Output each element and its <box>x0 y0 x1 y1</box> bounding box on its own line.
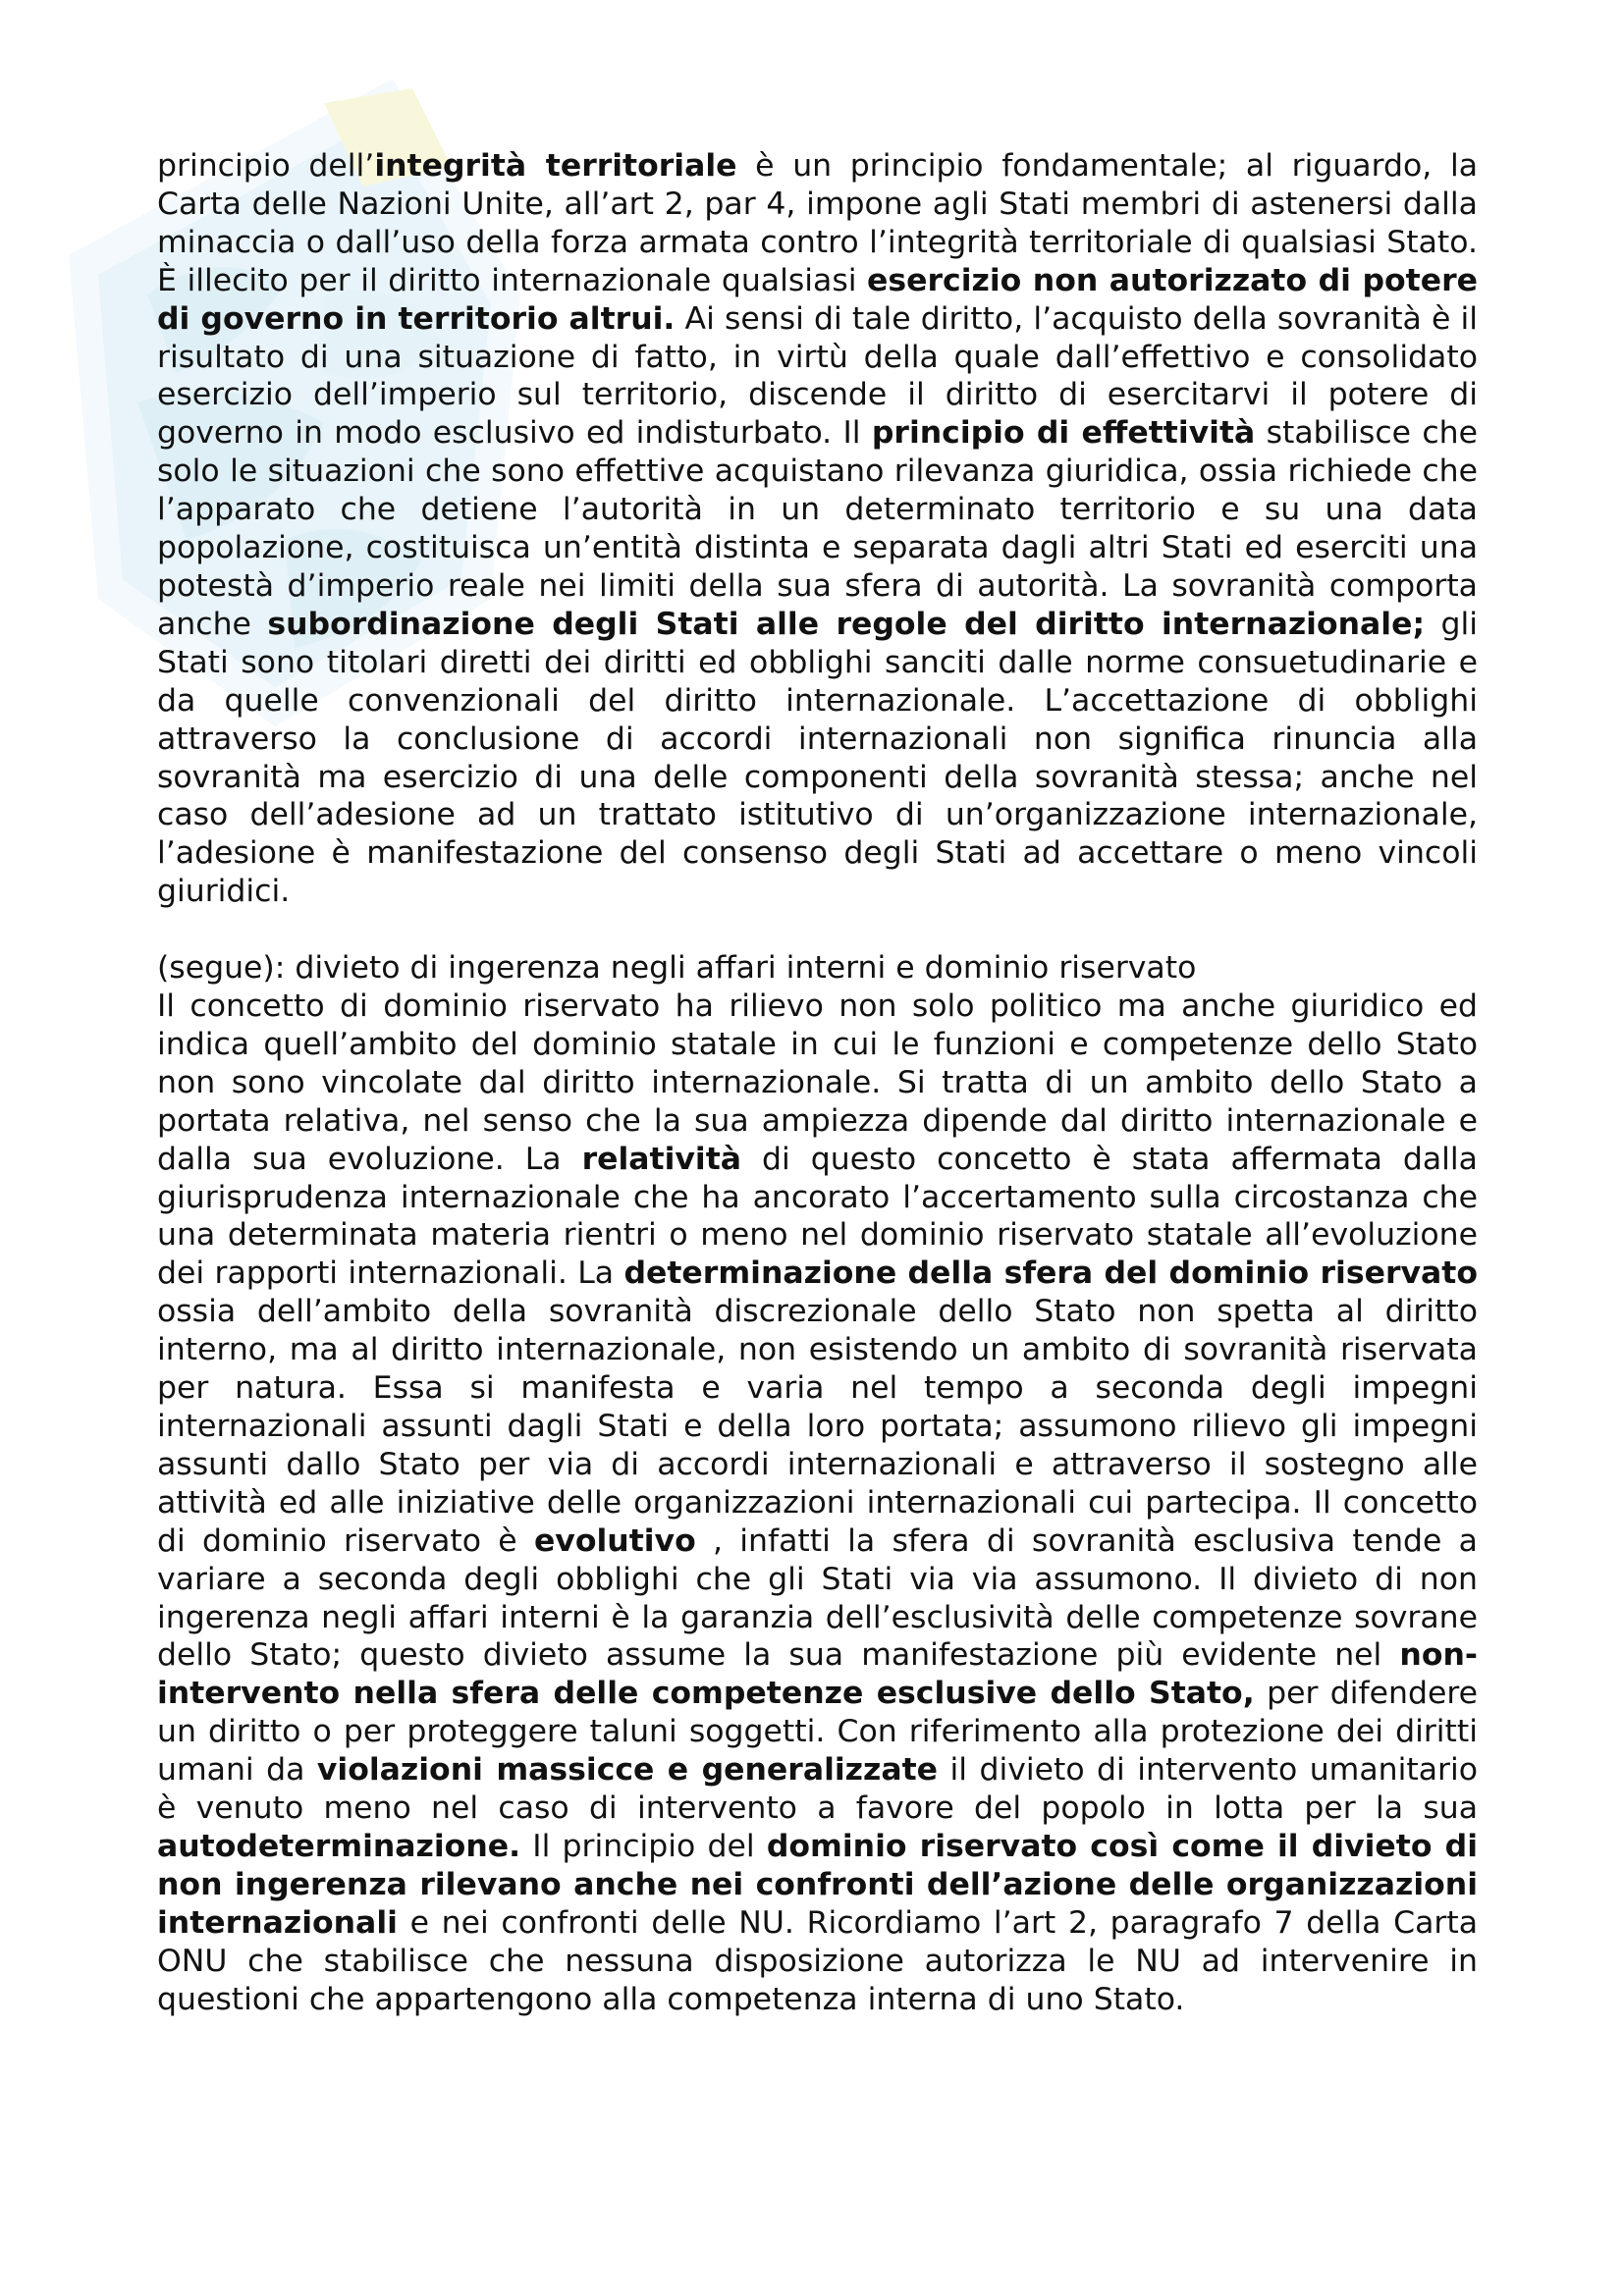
text-run: Il concetto di dominio riservato ha rilievo non solo politico ma anche giuridico ed indica quell’ambito del dominio statale in cui le funzioni e competenze dello Stato non sono vincolate dal diritto internazionale. Si tratta di un ambito dello Stato a portata relativa, nel senso che la sua ampiezza dipende dal diritto internazionale e dalla sua evoluzione. La <box>157 988 1478 1177</box>
text-run: di questo concetto è stata affermata dalla giurisprudenza internazionale che ha ancorato l’accertamento sulla circostanza che una determinata materia rientri o meno nel dominio riservato statale all’evoluzione dei rapporti internazionali. La <box>157 1141 1478 1292</box>
bold-text-run: esercizio non autorizzato di potere di governo in territorio altrui. <box>157 262 1478 337</box>
bold-text-run: relatività <box>581 1141 742 1177</box>
section-heading <box>157 949 1478 988</box>
text-run: gli Stati sono titolari diretti dei diritti ed obblighi sanciti dalle norme consuetudinarie e da quelle convenzionali del diritto internazionale. L’accettazione di obblighi attraverso la conclusione di accordi internazionali non significa rinuncia alla sovranità ma esercizio di una delle componenti della sovranità stessa; anche nel caso dell’adesione ad un trattato istitutivo di un’organizzazione internazionale, l’adesione è manifestazione del consenso degli Stati ad accettare o meno vincoli giuridici. <box>157 606 1478 910</box>
paragraph-territorial-integrity <box>157 147 1478 911</box>
bold-text-run: violazioni massicce e generalizzate <box>316 1752 939 1789</box>
text-run: è un principio fondamentale; al riguardo, la Carta delle Nazioni Unite, all’art 2, par 4, impone agli Stati membri di astenersi dalla minaccia o dall’uso della forza armata contro l’integrità territoriale di qualsiasi Stato. È illecito per il diritto internazionale qualsiasi <box>157 148 1479 298</box>
bold-text-run: dominio riservato così come il divieto di non ingerenza rilevano anche nei confronti dell’azione delle organizzazioni internazionali <box>157 1828 1478 1941</box>
bold-text-run: non-intervento nella sfera delle competenze esclusive dello Stato, <box>157 1637 1478 1712</box>
document-body <box>157 147 1478 2019</box>
bold-text-run: evolutivo <box>533 1522 696 1559</box>
text-run: principio dell’ <box>157 148 375 184</box>
bold-text-run: autodeterminazione. <box>157 1828 521 1864</box>
text-run: stabilisce che solo le situazioni che sono effettive acquistano rilevanza giuridica, ossia richiede che l’apparato che detiene l’autorità in un determinato territorio e su una data popolazione, costituisca un’entità distinta e separata dagli altri Stati ed eserciti una potestà d’imperio reale nei limiti della sua sfera di autorità. La sovranità comporta anche <box>157 415 1478 642</box>
bold-text-run: integrità territoriale <box>374 148 737 184</box>
bold-text-run: subordinazione degli Stati alle regole del diritto internazionale; <box>267 606 1426 642</box>
text-run: Ai sensi di tale diritto, l’acquisto della sovranità è il risultato di una situazione di fatto, in virtù della quale dall’effettivo e consolidato esercizio dell’imperio sul territorio, discende il diritto di esercitarvi il potere di governo in modo esclusivo ed indisturbato. Il <box>157 300 1479 452</box>
text-run: , infatti la sfera di sovranità esclusiva tende a variare a seconda degli obblighi che gli Stati via via assumono. Il divieto di non ingerenza negli affari interni è la garanzia dell’esclusività delle competenze sovrane dello Stato; questo divieto assume la sua manifestazione più evidente nel <box>157 1522 1478 1674</box>
text-run: Il principio del <box>520 1828 767 1864</box>
text-run: il divieto di intervento umanitario è venuto meno nel caso di intervento a favore del popolo in lotta per la sua <box>157 1752 1479 1827</box>
text-run: per difendere un diritto o per proteggere taluni soggetti. Con riferimento alla protezione dei diritti umani da <box>157 1676 1478 1789</box>
text-run: (segue): divieto di ingerenza negli affari interni e dominio riservato <box>157 950 1197 987</box>
bold-text-run: determinazione della sfera del dominio riservato <box>623 1255 1478 1292</box>
paragraph-reserved-domain <box>157 988 1478 2018</box>
text-run: e nei confronti delle NU. Ricordiamo l’art 2, paragrafo 7 della Carta ONU che stabilisce che nessuna disposizione autorizza le NU ad intervenire in questioni che appartengono alla competenza interna di uno Stato. <box>157 1904 1478 2017</box>
text-run: ossia dell’ambito della sovranità discrezionale dello Stato non spetta al diritto interno, ma al diritto internazionale, non esistendo un ambito di sovranità riservata per natura. Essa si manifesta e varia nel tempo a seconda degli impegni internazionali assunti dagli Stati e della loro portata; assumono rilievo gli impegni assunti dallo Stato per via di accordi internazionali e attraverso il sostegno alle attività ed alle iniziative delle organizzazioni internazionali cui partecipa. Il concetto di dominio riservato è <box>157 1294 1478 1559</box>
bold-text-run: principio di effettività <box>871 415 1256 452</box>
